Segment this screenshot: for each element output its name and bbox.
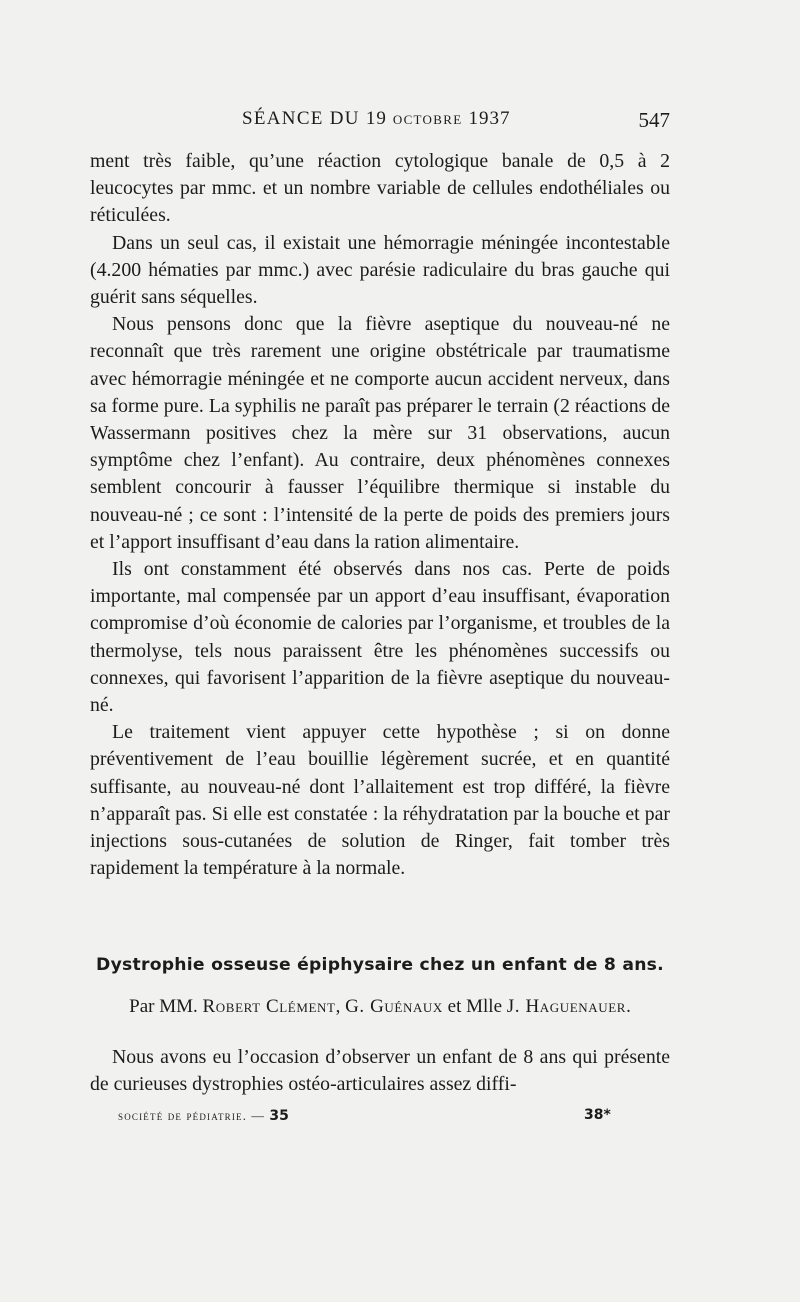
article-text (90, 1044, 670, 1098)
running-title-year: 1937 (468, 108, 511, 129)
body-paragraph: Dans un seul cas, il existait une hémorragie méningée incontestable (4.200 hématies par mmc.) avec parésie radiculaire du bras gauche qui guérit sans séquelles. (90, 231, 670, 309)
body-text (90, 148, 670, 882)
running-header (90, 104, 670, 134)
running-title (242, 108, 510, 130)
body-paragraph: ment très faible, qu’une réaction cytologique banale de 0,5 à 2 leucocytes par mmc. et un nombre variable de cellules endothéliales ou réticulées. (90, 150, 670, 227)
signature-number: 35 (269, 1108, 289, 1124)
authors-suffix: . (626, 996, 631, 1017)
authors-separator: , (335, 996, 346, 1017)
author-name: G. Guénaux (345, 996, 443, 1017)
authors-prefix: Par MM. (129, 996, 203, 1017)
running-title-prefix: SÉANCE DU (242, 108, 366, 129)
running-title-month: octobre (386, 108, 469, 129)
page-number: 547 (638, 108, 670, 132)
printer-signature (118, 1108, 289, 1124)
signature-mark: 38* (584, 1107, 611, 1123)
article-authors (90, 996, 670, 1018)
signature-label: société de pédiatrie. — (118, 1109, 270, 1123)
article-opening-paragraph: Nous avons eu l’occasion d’observer un enfant de 8 ans qui présente de curieuses dystrophies ostéo-articulaires assez diffi- (90, 1046, 670, 1096)
running-title-day: 19 (365, 108, 387, 129)
authors-separator: et Mlle (442, 996, 507, 1017)
author-name: J. Haguenauer (506, 996, 627, 1017)
body-paragraph: Le traitement vient appuyer cette hypothèse ; si on donne préventivement de l’eau bouillie légèrement sucrée, et en quantité suffisante, au nouveau-né dont l’allaitement est trop différé, la fièvre n’apparaît pas. Si elle est constatée : la réhydratation par la bouche et par injections sous-cutanées de solution de Ringer, fait tomber très rapidement la température à la normale. (90, 721, 670, 880)
body-paragraph: Ils ont constamment été observés dans nos cas. Perte de poids importante, mal compensée par un apport d’eau insuffisant, évaporation compromise d’où économie de calories par l’organisme, et troubles de la thermolyse, tels nous paraissent être les phénomènes successifs ou connexes, qui favorisent l’apparition de la fièvre aseptique du nouveau-né. (90, 558, 670, 717)
body-paragraph: Nous pensons donc que la fièvre aseptique du nouveau-né ne reconnaît que très rarement une origine obstétricale par traumatisme avec hémorragie méningée et ne comporte aucun accident nerveux, dans sa forme pure. La syphilis ne paraît pas préparer le terrain (2 réactions de Wassermann positives chez la mère sur 31 observations, aucun symptôme chez l’enfant). Au contraire, deux phénomènes connexes semblent concourir à fausser l’équilibre thermique si instable du nouveau-né ; ce sont : l’intensité de la perte de poids des premiers jours et l’apport insuffisant d’eau dans la ration alimentaire. (90, 313, 670, 553)
article-title: Dystrophie osseuse épiphysaire chez un enfant de 8 ans. (96, 955, 664, 975)
author-name: Robert Clément (202, 996, 336, 1017)
